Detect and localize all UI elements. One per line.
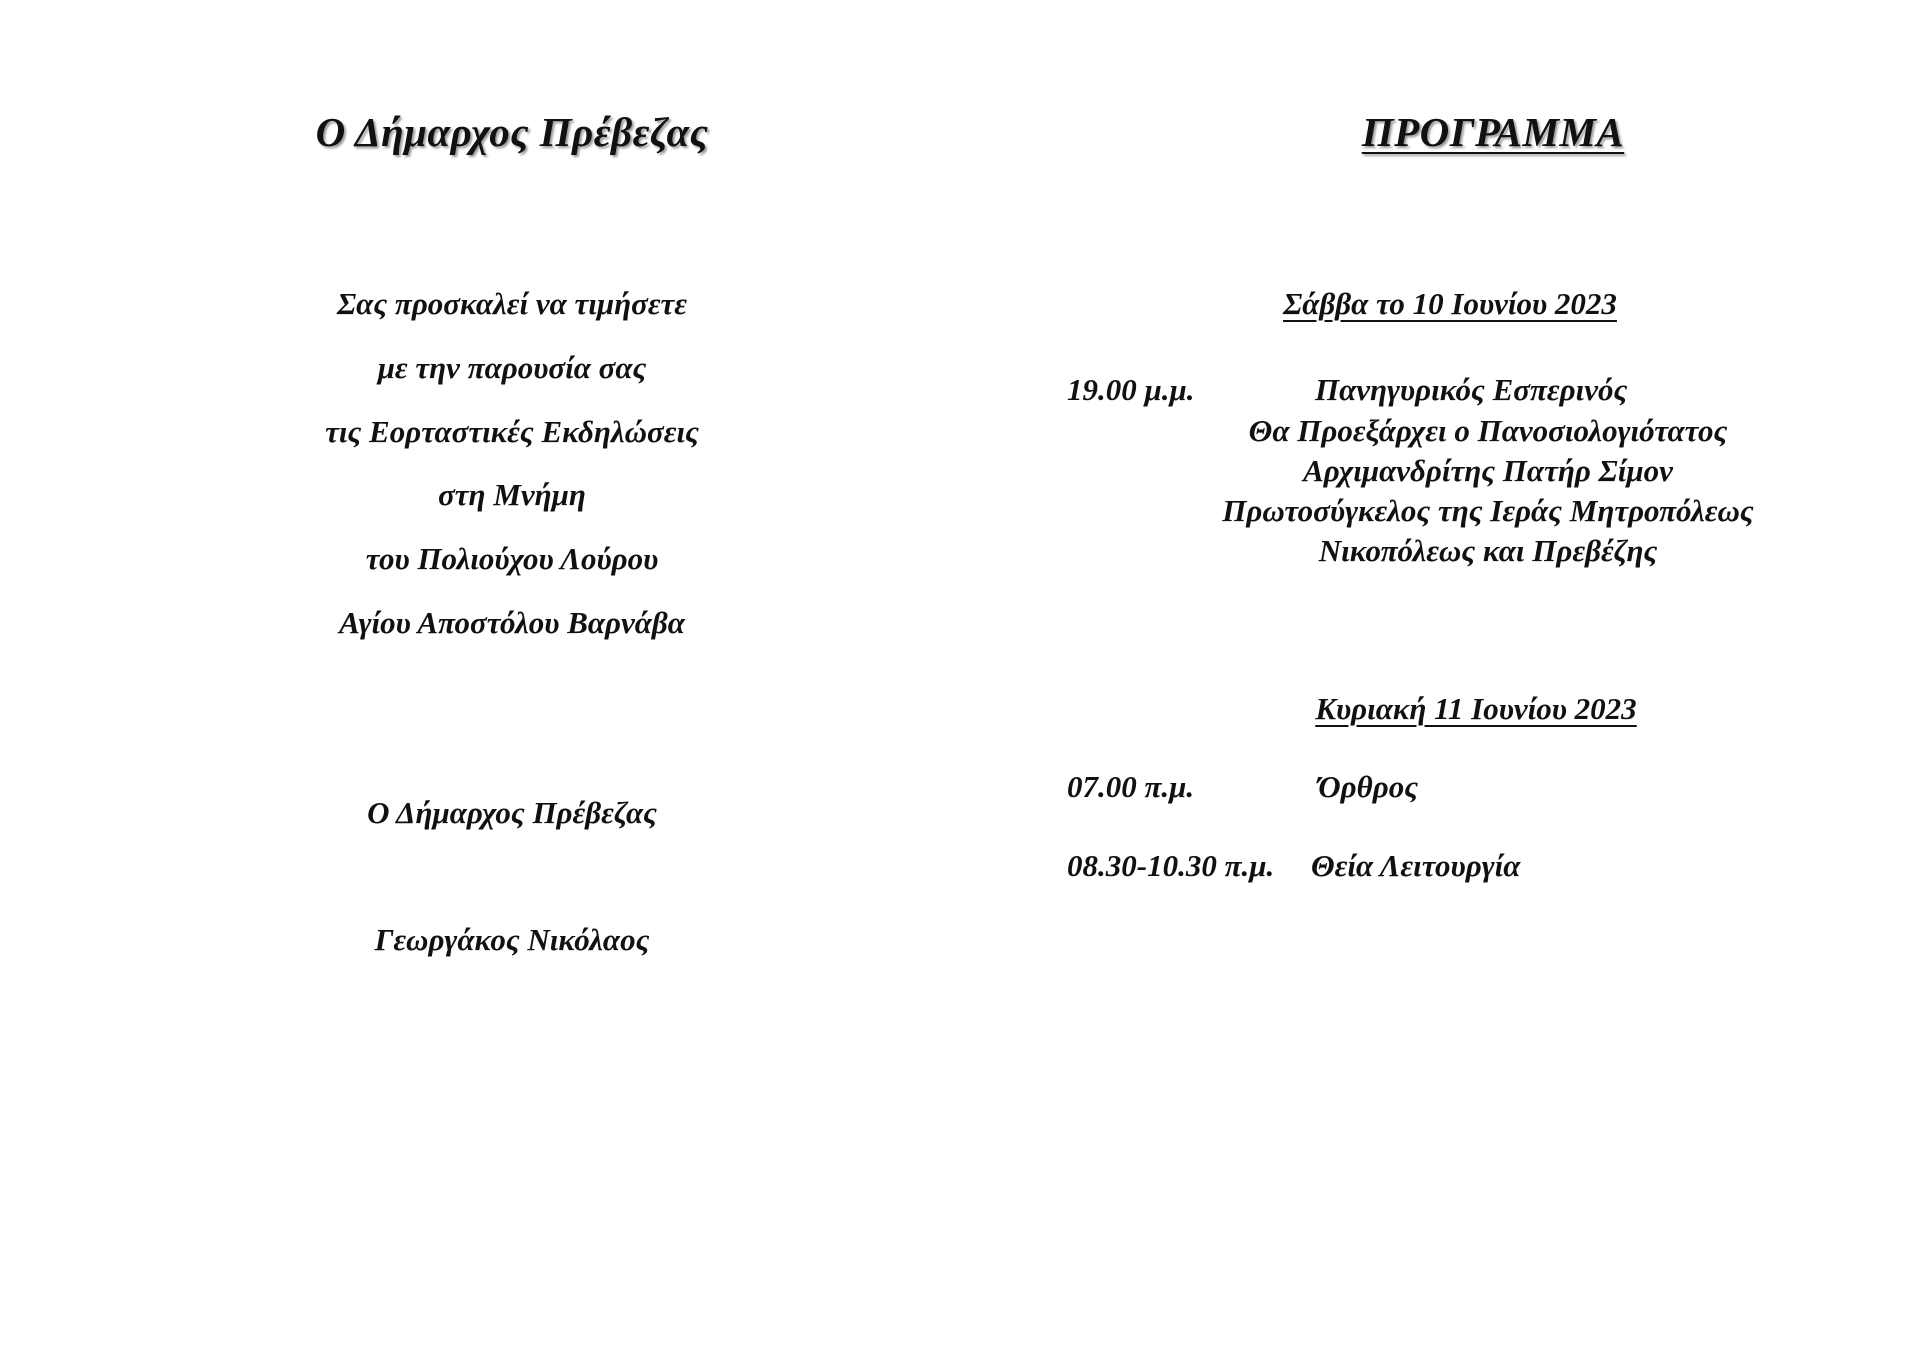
day1-event: Πανηγυρικός Εσπερινός — [1315, 372, 1628, 407]
day1-date: Σάββα το 10 Ιουνίου 2023 — [1283, 286, 1617, 321]
program-heading: ΠΡΟΓΡΑΜΜΑ — [1361, 109, 1625, 155]
day2-event-1: Όρθρος — [1318, 769, 1419, 804]
signature-title: Ο Δήμαρχος Πρέβεζας — [367, 795, 657, 830]
signature-name: Γεωργάκος Νικόλαος — [374, 922, 650, 957]
invitation-line-6: Αγίου Αποστόλου Βαρνάβα — [339, 605, 685, 640]
day1-time: 19.00 μ.μ. — [1067, 372, 1195, 407]
invitation-line-3: τις Εορταστικές Εκδηλώσεις — [325, 414, 699, 449]
day2-time-2: 08.30-10.30 π.μ. — [1067, 848, 1275, 883]
invitation-line-5: του Πολιούχου Λούρου — [365, 541, 659, 576]
day1-detail-1: Θα Προεξάρχει ο Πανοσιολογιότατος — [1248, 413, 1728, 448]
day2-date: Κυριακή 11 Ιουνίου 2023 — [1315, 691, 1637, 726]
day2-time-1: 07.00 π.μ. — [1067, 769, 1195, 804]
left-heading: Ο Δήμαρχος Πρέβεζας — [315, 109, 709, 155]
day1-detail-2: Αρχιμανδρίτης Πατήρ Σίμον — [1303, 453, 1673, 488]
day2-event-2: Θεία Λειτουργία — [1311, 848, 1521, 883]
day1-detail-4: Νικοπόλεως και Πρεβέζης — [1318, 533, 1658, 568]
invitation-line-1: Σας προσκαλεί να τιμήσετε — [336, 286, 688, 321]
invitation-line-4: στη Μνήμη — [438, 477, 586, 512]
invitation-line-2: με την παρουσία σας — [377, 350, 647, 385]
day1-detail-3: Πρωτοσύγκελος της Ιεράς Μητροπόλεως — [1222, 493, 1754, 528]
